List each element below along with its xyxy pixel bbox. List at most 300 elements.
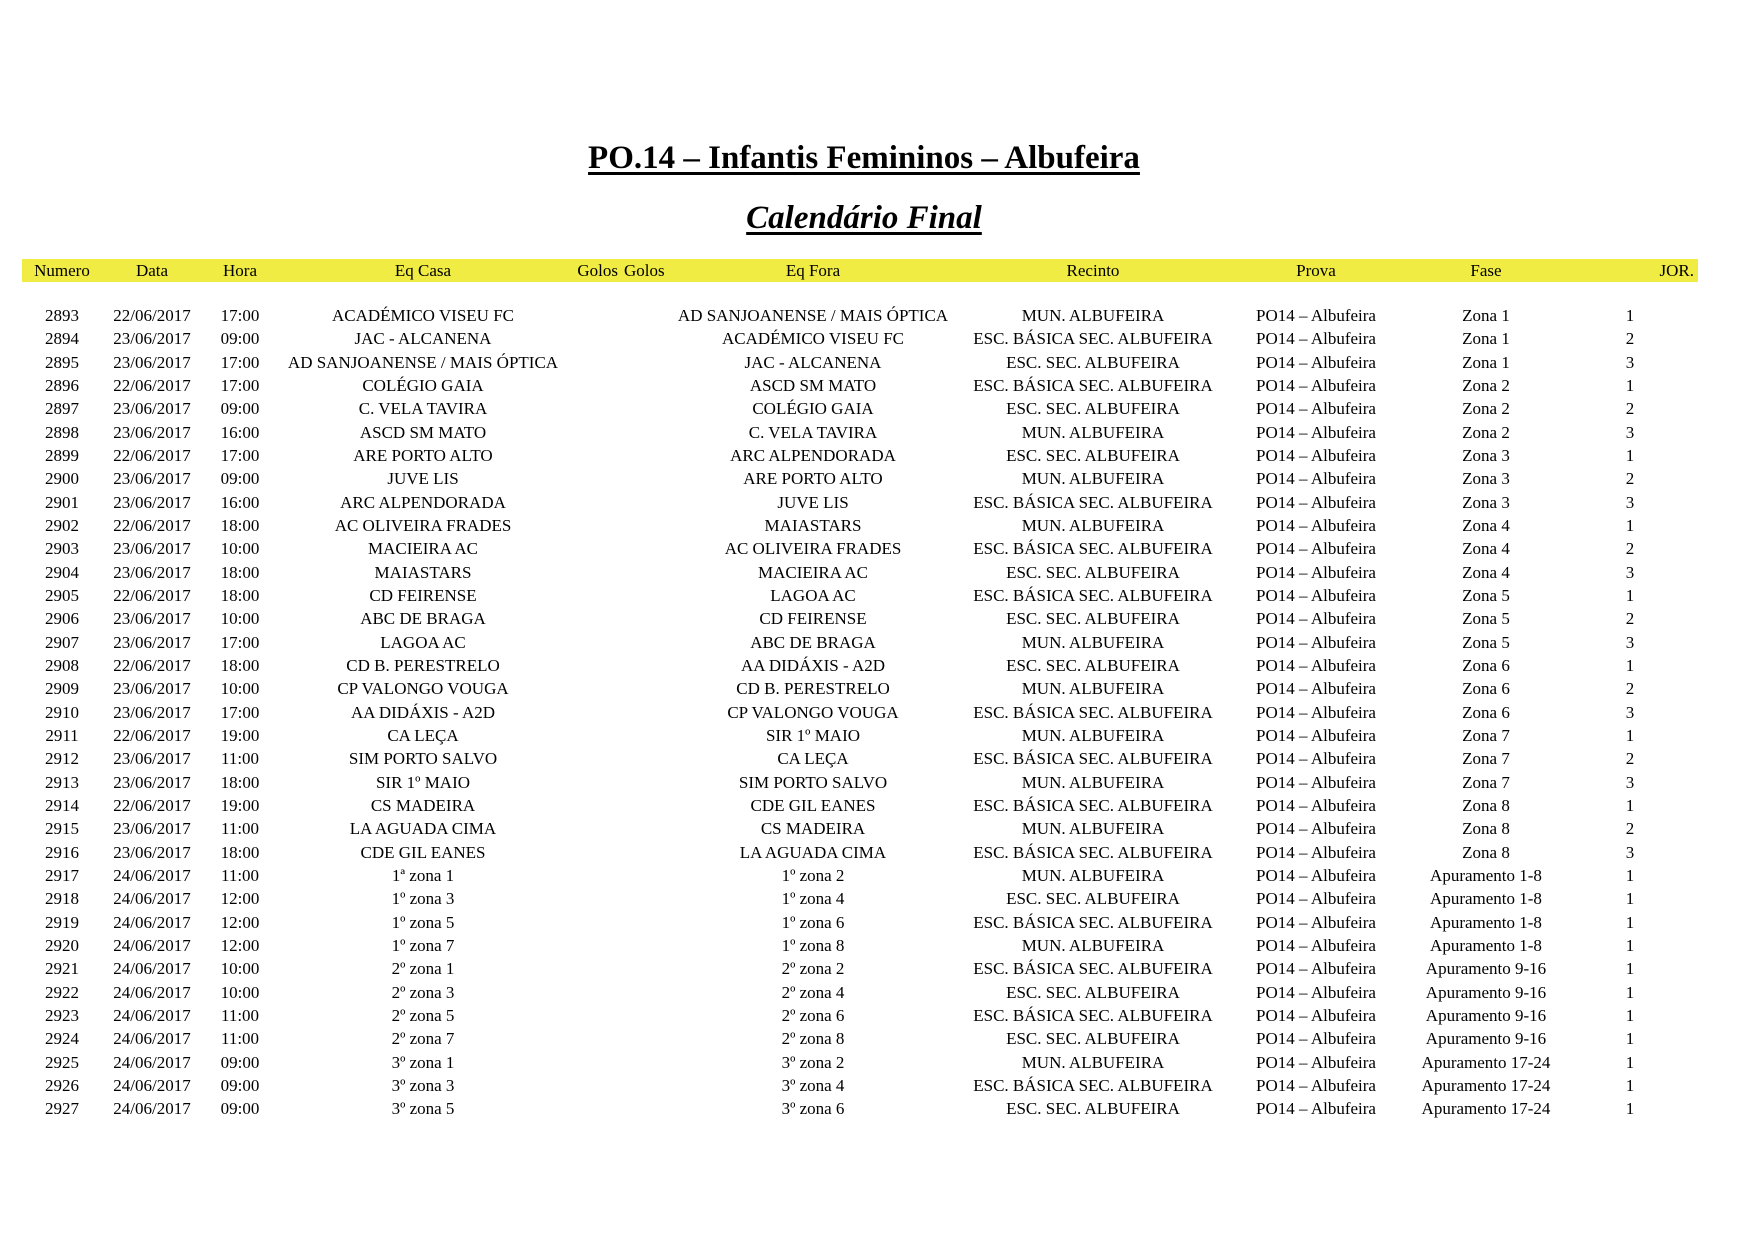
cell-golos-fora xyxy=(624,654,676,677)
cell-golos-casa xyxy=(568,327,624,350)
cell-fase: Zona 6 xyxy=(1462,656,1510,676)
cell-data: 22/06/2017 xyxy=(113,726,191,746)
cell-numero: 2913 xyxy=(45,772,79,792)
table-row xyxy=(22,1097,1698,1120)
table-row xyxy=(22,817,1698,840)
cell-jor: 3 xyxy=(1625,632,1635,652)
cell-data: 22/06/2017 xyxy=(113,376,191,396)
cell-fase: Zona 8 xyxy=(1462,819,1510,839)
cell-hora: 12:00 xyxy=(220,936,260,956)
cell-fase: Zona 8 xyxy=(1462,842,1510,862)
cell-recinto: ESC. BÁSICA SEC. ALBUFEIRA xyxy=(973,492,1213,512)
cell-recinto: MUN. ALBUFEIRA xyxy=(1021,936,1165,956)
cell-hora: 11:00 xyxy=(220,819,260,839)
cell-golos-fora xyxy=(624,701,676,724)
cell-hora: 11:00 xyxy=(220,749,260,769)
cell-eq-casa: AC OLIVEIRA FRADES xyxy=(334,516,512,536)
cell-recinto: MUN. ALBUFEIRA xyxy=(1021,632,1165,652)
table-row xyxy=(22,677,1698,700)
cell-data: 23/06/2017 xyxy=(113,539,191,559)
cell-data: 23/06/2017 xyxy=(113,702,191,722)
cell-golos-casa xyxy=(568,467,624,490)
cell-eq-casa: COLÉGIO GAIA xyxy=(362,376,484,396)
cell-hora: 18:00 xyxy=(220,516,260,536)
cell-eq-casa: 1º zona 3 xyxy=(391,889,455,909)
cell-golos-fora xyxy=(624,817,676,840)
cell-data: 24/06/2017 xyxy=(113,912,191,932)
cell-eq-fora: SIM PORTO SALVO xyxy=(738,772,888,792)
cell-eq-casa: CS MADEIRA xyxy=(370,796,476,816)
cell-prova: PO14 – Albufeira xyxy=(1256,539,1376,559)
cell-eq-fora: COLÉGIO GAIA xyxy=(752,399,874,419)
table-row xyxy=(22,374,1698,397)
cell-prova: PO14 – Albufeira xyxy=(1256,842,1376,862)
cell-data: 24/06/2017 xyxy=(113,1029,191,1049)
cell-data: 23/06/2017 xyxy=(113,842,191,862)
cell-hora: 10:00 xyxy=(220,679,260,699)
cell-jor: 1 xyxy=(1625,866,1635,886)
cell-hora: 09:00 xyxy=(220,399,260,419)
table-row xyxy=(22,491,1698,514)
cell-eq-fora: AC OLIVEIRA FRADES xyxy=(724,539,902,559)
cell-recinto: MUN. ALBUFEIRA xyxy=(1021,1052,1165,1072)
cell-prova: PO14 – Albufeira xyxy=(1256,982,1376,1002)
cell-hora: 17:00 xyxy=(220,376,260,396)
cell-hora: 17:00 xyxy=(220,702,260,722)
cell-jor: 1 xyxy=(1625,959,1635,979)
table-row xyxy=(22,864,1698,887)
cell-numero: 2926 xyxy=(45,1075,79,1095)
cell-prova: PO14 – Albufeira xyxy=(1256,492,1376,512)
table-row xyxy=(22,841,1698,864)
cell-data: 23/06/2017 xyxy=(113,329,191,349)
cell-numero: 2894 xyxy=(45,329,79,349)
cell-fase: Zona 3 xyxy=(1462,492,1510,512)
cell-eq-fora: 2º zona 2 xyxy=(781,959,845,979)
cell-data: 23/06/2017 xyxy=(113,469,191,489)
cell-golos-fora xyxy=(624,677,676,700)
cell-data: 24/06/2017 xyxy=(113,982,191,1002)
cell-fase: Zona 6 xyxy=(1462,702,1510,722)
cell-data: 23/06/2017 xyxy=(113,679,191,699)
cell-numero: 2901 xyxy=(45,492,79,512)
cell-eq-fora: LAGOA AC xyxy=(770,586,856,606)
cell-golos-casa xyxy=(568,631,624,654)
cell-numero: 2910 xyxy=(45,702,79,722)
cell-golos-casa xyxy=(568,911,624,934)
cell-eq-fora: 1º zona 6 xyxy=(781,912,845,932)
cell-eq-fora: CP VALONGO VOUGA xyxy=(727,702,899,722)
col-header-fase: Fase xyxy=(1396,259,1576,282)
cell-golos-casa xyxy=(568,444,624,467)
cell-eq-casa: CD B. PERESTRELO xyxy=(346,656,500,676)
cell-numero: 2912 xyxy=(45,749,79,769)
cell-hora: 18:00 xyxy=(220,586,260,606)
cell-eq-casa: 2º zona 5 xyxy=(391,1006,455,1025)
cell-data: 24/06/2017 xyxy=(113,1006,191,1025)
cell-golos-casa xyxy=(568,957,624,980)
cell-golos-fora xyxy=(624,841,676,864)
cell-eq-fora: ASCD SM MATO xyxy=(749,376,877,396)
cell-hora: 11:00 xyxy=(220,866,260,886)
table-row xyxy=(22,607,1698,630)
cell-prova: PO14 – Albufeira xyxy=(1256,1075,1376,1095)
cell-fase: Zona 7 xyxy=(1462,726,1510,746)
table-row xyxy=(22,327,1698,350)
cell-eq-fora: ARE PORTO ALTO xyxy=(743,469,883,489)
cell-golos-casa xyxy=(568,304,624,327)
cell-golos-fora xyxy=(624,304,676,327)
cell-eq-fora: 1º zona 8 xyxy=(781,936,845,956)
cell-eq-casa: C. VELA TAVIRA xyxy=(358,399,488,419)
cell-recinto: ESC. BÁSICA SEC. ALBUFEIRA xyxy=(973,842,1213,862)
cell-prova: PO14 – Albufeira xyxy=(1256,796,1376,816)
cell-eq-casa: 3º zona 5 xyxy=(391,1099,455,1119)
cell-eq-casa: ARE PORTO ALTO xyxy=(353,446,493,466)
cell-recinto: ESC. SEC. ALBUFEIRA xyxy=(1006,1029,1180,1049)
cell-data: 23/06/2017 xyxy=(113,749,191,769)
cell-hora: 12:00 xyxy=(220,912,260,932)
table-row xyxy=(22,957,1698,980)
cell-prova: PO14 – Albufeira xyxy=(1256,562,1376,582)
table-row xyxy=(22,1074,1698,1097)
cell-golos-fora xyxy=(624,397,676,420)
table-row xyxy=(22,444,1698,467)
cell-recinto: ESC. BÁSICA SEC. ALBUFEIRA xyxy=(973,796,1213,816)
schedule-table xyxy=(22,259,1698,1120)
cell-jor: 2 xyxy=(1625,679,1635,699)
cell-eq-fora: C. VELA TAVIRA xyxy=(748,422,878,442)
cell-fase: Zona 4 xyxy=(1462,539,1510,559)
cell-hora: 18:00 xyxy=(220,842,260,862)
page-title: PO.14 – Infantis Femininos – Albufeira xyxy=(588,140,1140,176)
cell-golos-fora xyxy=(624,887,676,910)
cell-jor: 1 xyxy=(1625,1075,1635,1095)
cell-recinto: ESC. SEC. ALBUFEIRA xyxy=(1006,399,1180,419)
col-header-eq-casa: Eq Casa xyxy=(278,259,568,282)
cell-golos-casa xyxy=(568,817,624,840)
cell-golos-casa xyxy=(568,771,624,794)
cell-numero: 2917 xyxy=(45,866,79,886)
cell-numero: 2921 xyxy=(45,959,79,979)
cell-data: 24/06/2017 xyxy=(113,959,191,979)
cell-golos-fora xyxy=(624,794,676,817)
table-row xyxy=(22,421,1698,444)
cell-fase: Zona 3 xyxy=(1462,469,1510,489)
cell-eq-casa: 1º zona 7 xyxy=(391,936,455,956)
col-header-jor: JOR. xyxy=(1576,259,1698,282)
cell-numero: 2905 xyxy=(45,586,79,606)
cell-eq-fora: LA AGUADA CIMA xyxy=(739,842,887,862)
cell-eq-fora: 1º zona 4 xyxy=(781,889,845,909)
cell-fase: Apuramento 17-24 xyxy=(1421,1099,1551,1119)
cell-golos-fora xyxy=(624,537,676,560)
table-row xyxy=(22,981,1698,1004)
cell-golos-fora xyxy=(624,631,676,654)
cell-eq-casa: 3º zona 3 xyxy=(391,1075,455,1095)
cell-recinto: ESC. BÁSICA SEC. ALBUFEIRA xyxy=(973,1075,1213,1095)
cell-golos-casa xyxy=(568,841,624,864)
cell-jor: 1 xyxy=(1625,376,1635,396)
cell-recinto: MUN. ALBUFEIRA xyxy=(1021,679,1165,699)
cell-jor: 3 xyxy=(1625,422,1635,442)
cell-eq-casa: LA AGUADA CIMA xyxy=(349,819,497,839)
cell-recinto: ESC. SEC. ALBUFEIRA xyxy=(1006,1099,1180,1119)
cell-eq-casa: AA DIDÁXIS - A2D xyxy=(350,702,496,722)
cell-golos-fora xyxy=(624,444,676,467)
cell-eq-fora: JAC - ALCANENA xyxy=(744,352,882,372)
cell-recinto: MUN. ALBUFEIRA xyxy=(1021,469,1165,489)
cell-recinto: MUN. ALBUFEIRA xyxy=(1021,306,1165,326)
cell-data: 22/06/2017 xyxy=(113,586,191,606)
cell-fase: Apuramento 9-16 xyxy=(1425,1006,1547,1025)
cell-numero: 2916 xyxy=(45,842,79,862)
cell-golos-fora xyxy=(624,981,676,1004)
table-row xyxy=(22,887,1698,910)
cell-fase: Zona 7 xyxy=(1462,772,1510,792)
cell-recinto: MUN. ALBUFEIRA xyxy=(1021,516,1165,536)
cell-numero: 2923 xyxy=(45,1006,79,1025)
cell-golos-fora xyxy=(624,491,676,514)
cell-recinto: ESC. SEC. ALBUFEIRA xyxy=(1006,982,1180,1002)
table-row xyxy=(22,771,1698,794)
cell-prova: PO14 – Albufeira xyxy=(1256,1006,1376,1025)
table-row xyxy=(22,1027,1698,1050)
cell-golos-casa xyxy=(568,934,624,957)
cell-golos-fora xyxy=(624,374,676,397)
cell-hora: 16:00 xyxy=(220,492,260,512)
cell-fase: Zona 8 xyxy=(1462,796,1510,816)
cell-numero: 2909 xyxy=(45,679,79,699)
cell-golos-casa xyxy=(568,1074,624,1097)
cell-golos-fora xyxy=(624,351,676,374)
cell-golos-casa xyxy=(568,794,624,817)
cell-golos-casa xyxy=(568,1051,624,1074)
cell-eq-casa: CP VALONGO VOUGA xyxy=(337,679,509,699)
cell-prova: PO14 – Albufeira xyxy=(1256,306,1376,326)
cell-prova: PO14 – Albufeira xyxy=(1256,632,1376,652)
cell-jor: 2 xyxy=(1625,399,1635,419)
col-header-numero: Numero xyxy=(22,259,102,282)
cell-eq-casa: ASCD SM MATO xyxy=(359,422,487,442)
cell-numero: 2911 xyxy=(45,726,79,746)
cell-numero: 2918 xyxy=(45,889,79,909)
cell-data: 24/06/2017 xyxy=(113,1052,191,1072)
cell-golos-fora xyxy=(624,467,676,490)
cell-fase: Zona 5 xyxy=(1462,586,1510,606)
table-row xyxy=(22,561,1698,584)
cell-fase: Apuramento 1-8 xyxy=(1430,889,1542,909)
cell-recinto: ESC. SEC. ALBUFEIRA xyxy=(1006,609,1180,629)
cell-golos-casa xyxy=(568,724,624,747)
cell-prova: PO14 – Albufeira xyxy=(1256,749,1376,769)
cell-golos-fora xyxy=(624,421,676,444)
cell-numero: 2919 xyxy=(45,912,79,932)
cell-recinto: MUN. ALBUFEIRA xyxy=(1021,866,1165,886)
col-header-data: Data xyxy=(102,259,202,282)
cell-jor: 3 xyxy=(1625,562,1635,582)
cell-eq-casa: 2º zona 7 xyxy=(391,1029,455,1049)
cell-golos-casa xyxy=(568,374,624,397)
table-row xyxy=(22,701,1698,724)
cell-golos-fora xyxy=(624,1051,676,1074)
cell-data: 23/06/2017 xyxy=(113,399,191,419)
cell-eq-fora: CA LEÇA xyxy=(777,749,849,769)
cell-jor: 1 xyxy=(1625,936,1635,956)
cell-eq-casa: CDE GIL EANES xyxy=(360,842,486,862)
cell-numero: 2903 xyxy=(45,539,79,559)
cell-golos-casa xyxy=(568,421,624,444)
cell-fase: Zona 6 xyxy=(1462,679,1510,699)
cell-jor: 1 xyxy=(1625,982,1635,1002)
cell-data: 22/06/2017 xyxy=(113,306,191,326)
cell-hora: 19:00 xyxy=(220,796,260,816)
cell-hora: 09:00 xyxy=(220,329,260,349)
page-subtitle: Calendário Final xyxy=(746,200,982,236)
cell-jor: 1 xyxy=(1625,656,1635,676)
cell-golos-casa xyxy=(568,701,624,724)
cell-jor: 1 xyxy=(1625,586,1635,606)
cell-eq-fora: 2º zona 8 xyxy=(781,1029,845,1049)
cell-eq-fora: 2º zona 6 xyxy=(781,1006,845,1025)
cell-eq-fora: AD SANJOANENSE / MAIS ÓPTICA xyxy=(677,306,949,326)
cell-jor: 2 xyxy=(1625,539,1635,559)
cell-data: 22/06/2017 xyxy=(113,516,191,536)
cell-eq-casa: AD SANJOANENSE / MAIS ÓPTICA xyxy=(287,352,559,372)
cell-numero: 2925 xyxy=(45,1052,79,1072)
cell-fase: Apuramento 9-16 xyxy=(1425,959,1547,979)
cell-prova: PO14 – Albufeira xyxy=(1256,329,1376,349)
cell-eq-casa: 2º zona 1 xyxy=(391,959,455,979)
cell-hora: 18:00 xyxy=(220,772,260,792)
cell-eq-casa: CA LEÇA xyxy=(387,726,459,746)
table-row xyxy=(22,724,1698,747)
cell-golos-fora xyxy=(624,1004,676,1027)
cell-eq-casa: SIM PORTO SALVO xyxy=(348,749,498,769)
cell-eq-casa: 3º zona 1 xyxy=(391,1052,455,1072)
cell-prova: PO14 – Albufeira xyxy=(1256,819,1376,839)
cell-recinto: MUN. ALBUFEIRA xyxy=(1021,819,1165,839)
cell-golos-fora xyxy=(624,911,676,934)
cell-fase: Zona 4 xyxy=(1462,562,1510,582)
cell-eq-fora: SIR 1º MAIO xyxy=(765,726,861,746)
cell-fase: Zona 2 xyxy=(1462,376,1510,396)
cell-fase: Apuramento 17-24 xyxy=(1421,1052,1551,1072)
cell-golos-casa xyxy=(568,677,624,700)
cell-golos-casa xyxy=(568,514,624,537)
cell-golos-casa xyxy=(568,607,624,630)
cell-numero: 2895 xyxy=(45,352,79,372)
cell-data: 23/06/2017 xyxy=(113,422,191,442)
cell-prova: PO14 – Albufeira xyxy=(1256,936,1376,956)
cell-hora: 09:00 xyxy=(220,1075,260,1095)
cell-jor: 1 xyxy=(1625,726,1635,746)
cell-prova: PO14 – Albufeira xyxy=(1256,516,1376,536)
cell-jor: 1 xyxy=(1625,1006,1635,1025)
cell-data: 24/06/2017 xyxy=(113,936,191,956)
cell-golos-casa xyxy=(568,561,624,584)
cell-data: 22/06/2017 xyxy=(113,446,191,466)
col-header-hora: Hora xyxy=(202,259,278,282)
cell-jor: 1 xyxy=(1625,889,1635,909)
table-row xyxy=(22,934,1698,957)
cell-hora: 09:00 xyxy=(220,1099,260,1119)
cell-prova: PO14 – Albufeira xyxy=(1256,1052,1376,1072)
cell-prova: PO14 – Albufeira xyxy=(1256,399,1376,419)
table-row xyxy=(22,794,1698,817)
cell-eq-fora: 1º zona 2 xyxy=(781,866,845,886)
cell-eq-casa: ACADÉMICO VISEU FC xyxy=(332,306,514,326)
cell-golos-casa xyxy=(568,351,624,374)
cell-eq-casa: 1º zona 5 xyxy=(391,912,455,932)
cell-data: 23/06/2017 xyxy=(113,609,191,629)
cell-eq-casa: 2º zona 3 xyxy=(391,982,455,1002)
cell-numero: 2915 xyxy=(45,819,79,839)
cell-prova: PO14 – Albufeira xyxy=(1256,422,1376,442)
table-row xyxy=(22,654,1698,677)
cell-golos-fora xyxy=(624,561,676,584)
cell-golos-fora xyxy=(624,327,676,350)
cell-hora: 11:00 xyxy=(220,1029,260,1049)
cell-jor: 3 xyxy=(1625,772,1635,792)
cell-data: 24/06/2017 xyxy=(113,1075,191,1095)
cell-eq-fora: 3º zona 2 xyxy=(781,1052,845,1072)
cell-recinto: ESC. BÁSICA SEC. ALBUFEIRA xyxy=(973,1006,1213,1025)
cell-jor: 1 xyxy=(1625,912,1635,932)
cell-eq-casa: 1ª zona 1 xyxy=(391,866,455,886)
cell-jor: 3 xyxy=(1625,842,1635,862)
cell-recinto: ESC. BÁSICA SEC. ALBUFEIRA xyxy=(973,329,1213,349)
col-header-prova: Prova xyxy=(1236,259,1396,282)
cell-prova: PO14 – Albufeira xyxy=(1256,772,1376,792)
cell-recinto: ESC. BÁSICA SEC. ALBUFEIRA xyxy=(973,539,1213,559)
cell-fase: Apuramento 1-8 xyxy=(1430,866,1542,886)
cell-eq-casa: MACIEIRA AC xyxy=(367,539,479,559)
cell-jor: 2 xyxy=(1625,329,1635,349)
table-row xyxy=(22,467,1698,490)
cell-fase: Zona 7 xyxy=(1462,749,1510,769)
cell-hora: 09:00 xyxy=(220,469,260,489)
cell-eq-fora: CD FEIRENSE xyxy=(759,609,867,629)
cell-numero: 2902 xyxy=(45,516,79,536)
cell-golos-casa xyxy=(568,747,624,770)
cell-fase: Zona 2 xyxy=(1462,399,1510,419)
cell-eq-casa: LAGOA AC xyxy=(380,632,466,652)
cell-prova: PO14 – Albufeira xyxy=(1256,656,1376,676)
cell-recinto: ESC. SEC. ALBUFEIRA xyxy=(1006,562,1180,582)
cell-eq-casa: ABC DE BRAGA xyxy=(360,609,486,629)
cell-fase: Zona 3 xyxy=(1462,446,1510,466)
cell-prova: PO14 – Albufeira xyxy=(1256,586,1376,606)
cell-golos-casa xyxy=(568,584,624,607)
cell-jor: 1 xyxy=(1625,306,1635,326)
cell-recinto: ESC. BÁSICA SEC. ALBUFEIRA xyxy=(973,586,1213,606)
cell-data: 23/06/2017 xyxy=(113,352,191,372)
table-row xyxy=(22,1004,1698,1027)
cell-numero: 2920 xyxy=(45,936,79,956)
cell-fase: Zona 5 xyxy=(1462,609,1510,629)
cell-prova: PO14 – Albufeira xyxy=(1256,702,1376,722)
cell-hora: 17:00 xyxy=(220,446,260,466)
cell-numero: 2924 xyxy=(45,1029,79,1049)
cell-data: 24/06/2017 xyxy=(113,1099,191,1119)
cell-golos-casa xyxy=(568,491,624,514)
cell-hora: 10:00 xyxy=(220,982,260,1002)
cell-golos-fora xyxy=(624,864,676,887)
cell-eq-casa: JUVE LIS xyxy=(387,469,459,489)
cell-eq-casa: CD FEIRENSE xyxy=(369,586,477,606)
cell-jor: 1 xyxy=(1625,796,1635,816)
